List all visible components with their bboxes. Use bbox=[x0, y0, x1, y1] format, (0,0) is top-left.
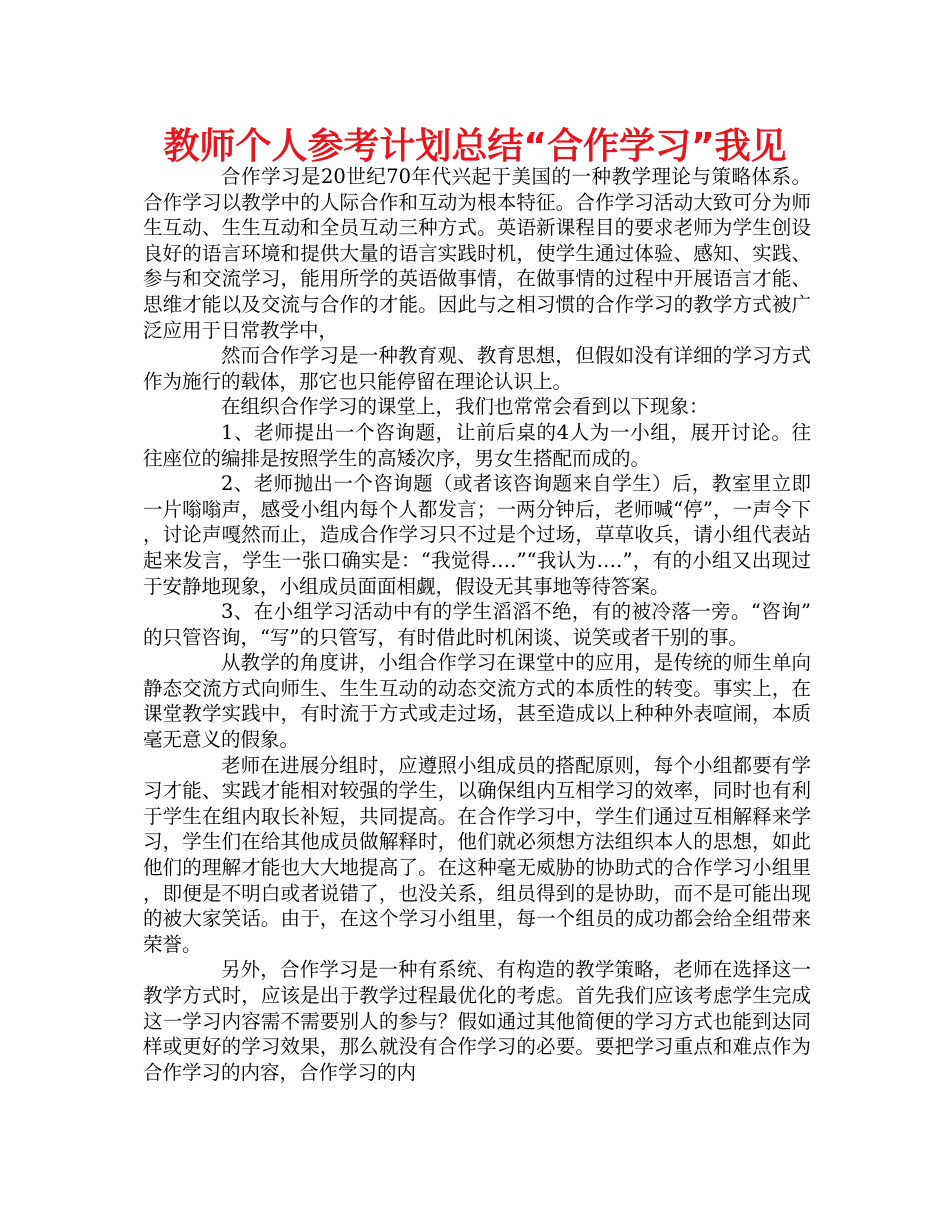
paragraph: 然而合作学习是一种教育观、教育思想，但假如没有详细的学习方式作为施行的载体，那它也只能停留在理论认识上。 bbox=[143, 344, 811, 393]
paragraph: 从教学的角度讲，小组合作学习在课堂中的应用，是传统的师生单向静态交流方式向师生、生生互动的动态交流方式的本质性的转变。事实上，在课堂教学实践中，有时流于方式或走过场，甚至造成以上种种外表喧闹，本质毫无意义的假象。 bbox=[143, 651, 811, 752]
paragraph: 2、老师抛出一个咨询题（或者该咨询题来自学生）后，教室里立即一片嗡嗡声，感受小组内每个人都发言；一两分钟后，老师喊“停”，一声令下，讨论声嘎然而止，造成合作学习只不过是个过场，草草收兵，请小组代表站起来发言，学生一张口确实是：“我觉得‥‥”“我认为‥‥”，有的小组又出现过于安静地现象，小组成员面面相觑，假设无其事地等待答案。 bbox=[143, 472, 811, 598]
document-body bbox=[143, 164, 811, 1085]
paragraph: 老师在进展分组时，应遵照小组成员的搭配原则，每个小组都要有学习才能、实践才能相对较强的学生，以确保组内互相学习的效率，同时也有利于学生在组内取长补短，共同提高。在合作学习中，学生们通过互相解释来学习，学生们在给其他成员做解释时，他们就必须想方法组织本人的思想，如此他们的理解才能也大大地提高了。在这种毫无威胁的协助式的合作学习小组里，即便是不明白或者说错了，也没关系，组员得到的是协助，而不是可能出现的被大家笑话。由于，在这个学习小组里，每一个组员的成功都会给全组带来荣誉。 bbox=[143, 753, 811, 956]
paragraph: 另外，合作学习是一种有系统、有构造的教学策略，老师在选择这一教学方式时，应该是出于教学过程最优化的考虑。首先我们应该考虑学生完成这一学习内容需不需要别人的参与？假如通过其他简便的学习方式也能到达同样或更好的学习效果，那么就没有合作学习的必要。要把学习重点和难点作为合作学习的内容，合作学习的内 bbox=[143, 958, 811, 1084]
paragraph: 在组织合作学习的课堂上，我们也常常会看到以下现象： bbox=[221, 395, 709, 419]
document-title: 教师个人参考计划总结“合作学习”我见 bbox=[163, 126, 787, 167]
paragraph: 3、在小组学习活动中有的学生滔滔不绝，有的被冷落一旁。“咨询”的只管咨询，“写”的只管写，有时借此时机闲谈、说笑或者干别的事。 bbox=[143, 600, 811, 649]
paragraph: 1、老师提出一个咨询题，让前后桌的4人为一小组，展开讨论。往往座位的编排是按照学生的高矮次序，男女生搭配而成的。 bbox=[143, 420, 811, 470]
paragraph: 合作学习是20世纪70年代兴起于美国的一种教学理论与策略体系。合作学习以教学中的人际合作和互动为根本特征。合作学习活动大致可分为师生互动、生生互动和全员互动三种方式。英语新课程目的要求老师为学生创设良好的语言环境和提供大量的语言实践时机，使学生通过体验、感知、实践、参与和交流学习，能用所学的英语做事情，在做事情的过程中开展语言才能、思维才能以及交流与合作的才能。因此与之相习惯的合作学习的教学方式被广泛应用于日常教学中， bbox=[143, 165, 811, 342]
